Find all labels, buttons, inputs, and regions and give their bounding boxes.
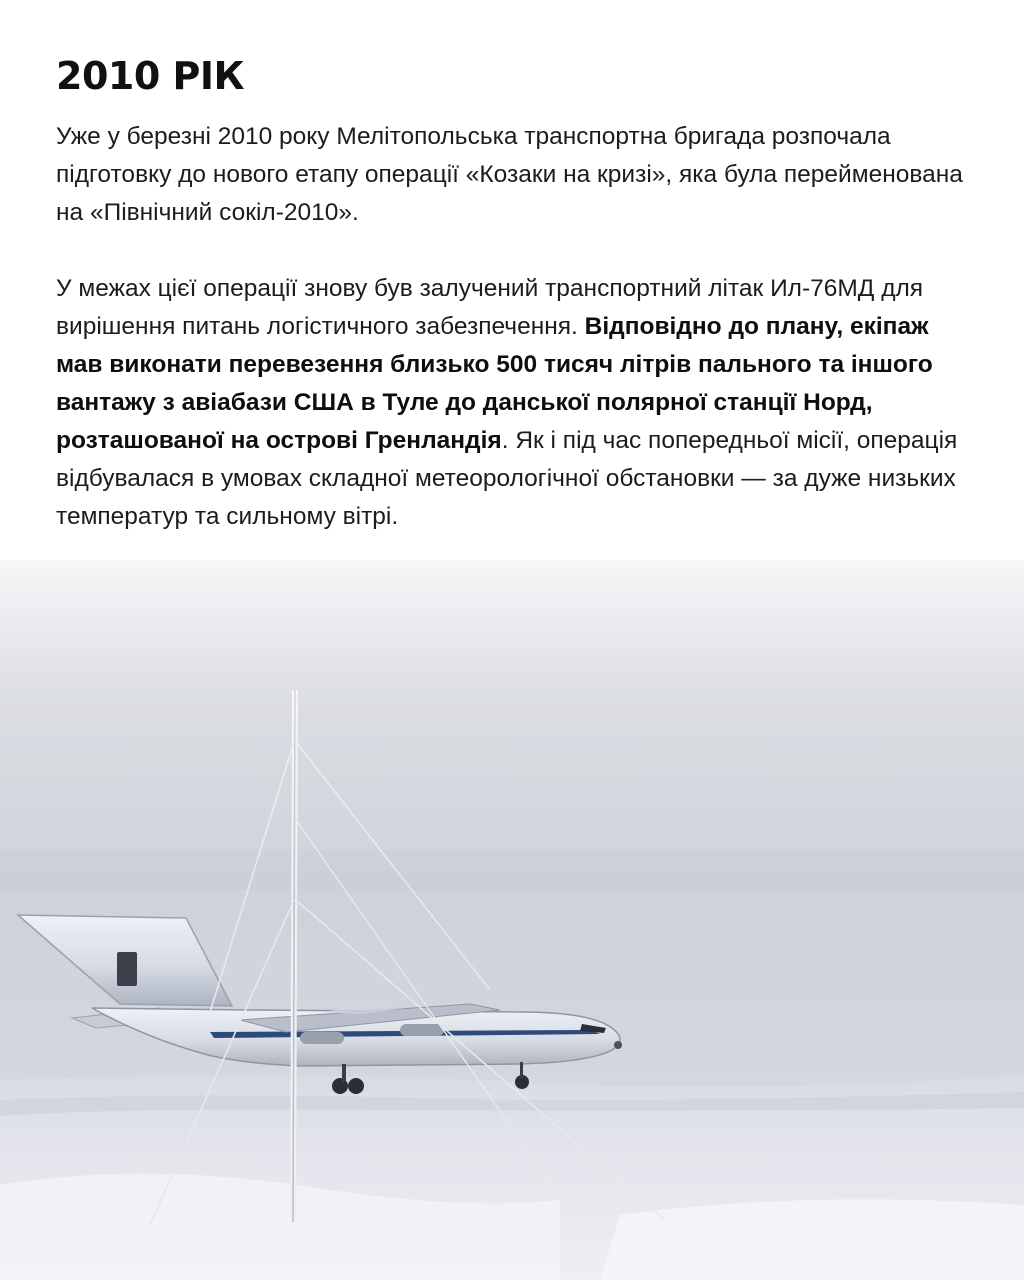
snow-drift-2 xyxy=(600,1199,1024,1280)
trident-emblem xyxy=(117,952,137,986)
paragraph-1: Уже у березні 2010 року Мелітопольська транспортна бригада розпочала підготовку до нового етапу операції «Козаки на кризі», яка була перейменована на «Північний сокіл-2010». xyxy=(56,123,963,226)
engine-1 xyxy=(300,1032,344,1044)
paragraph-2-tail: . Як і під час попередньої місії, операція відбувалася в умовах складної метеорологічної обстановки — за дуже низьких температур та сильному вітрі. xyxy=(56,427,958,530)
nose-glass xyxy=(614,1041,622,1049)
paragraph-2-bold: Відповідно до плану, екіпаж мав виконати перевезення близько 500 тисяч літрів пального та іншого вантажу з авіабази США в Туле до данської полярної станції Норд, розташованої на острові Гренландія xyxy=(56,313,933,454)
paragraph-2-lead: У межах цієї операції знову був залучений транспортний літак Ил-76МД для вирішення питань логістичного забезпечення. xyxy=(56,275,924,340)
text-block xyxy=(56,48,976,536)
paragraph-2 xyxy=(56,270,976,536)
slide-title: 2010 РІК xyxy=(56,54,245,98)
engine-2 xyxy=(400,1024,444,1036)
main-gear-2 xyxy=(348,1078,364,1094)
